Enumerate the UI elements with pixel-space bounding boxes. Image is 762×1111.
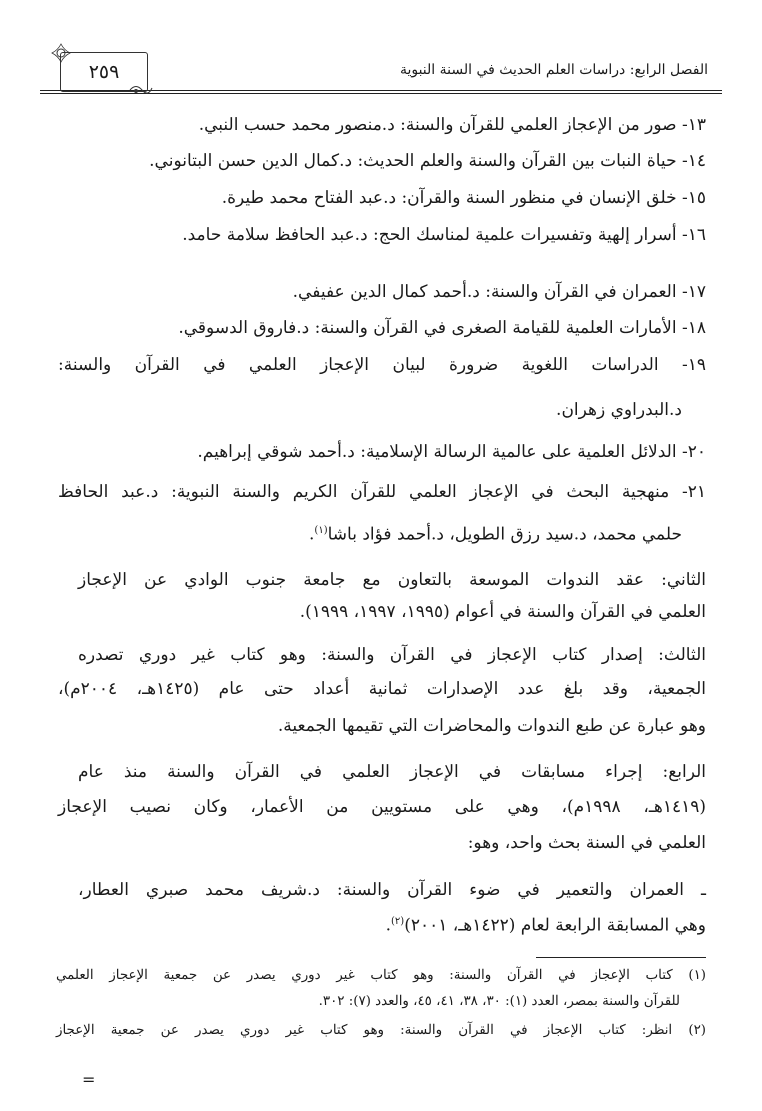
footnote: (١) كتاب الإعجاز في القرآن والسنة: وهو كتاب غير دوري يصدر عن جمعية الإعجاز العلمي	[56, 968, 706, 983]
paragraph-line: ـ العمران والتعمير في ضوء القرآن والسنة: د.شريف محمد صبري العطار،	[78, 880, 706, 900]
running-title: الفصل الرابع: دراسات العلم الحديث في السنة النبوية	[399, 62, 708, 78]
paragraph-line: الجمعية، وقد بلغ عدد الإصدارات ثمانية أعداد حتى عام (١٤٢٥هـ، ٢٠٠٤م)،	[58, 679, 706, 699]
list-item-continuation: د.البدراوي زهران.	[556, 400, 682, 420]
list-item: ١٩- الدراسات اللغوية ضرورة لبيان الإعجاز العلمي في القرآن والسنة:	[58, 355, 706, 375]
footnote-ref: (٢)	[391, 916, 405, 927]
list-item: ١٣- صور من الإعجاز العلمي للقرآن والسنة: د.منصور محمد حسب النبي.	[198, 115, 706, 135]
paragraph-line: الثاني: عقد الندوات الموسعة بالتعاون مع جامعة جنوب الوادي عن الإعجاز	[78, 570, 706, 590]
paragraph-line: العلمي في القرآن والسنة في أعوام (١٩٩٥، ١٩٩٧، ١٩٩٩).	[299, 602, 706, 622]
list-item: ١٨- الأمارات العلمية للقيامة الصغرى في القرآن والسنة: د.فاروق الدسوقي.	[178, 318, 706, 338]
period: .	[385, 915, 391, 936]
footnote-separator	[536, 957, 706, 958]
footnote: (٢) انظر: كتاب الإعجاز في القرآن والسنة: وهو كتاب غير دوري يصدر عن جمعية الإعجاز	[56, 1023, 706, 1038]
paragraph-line: الثالث: إصدار كتاب الإعجاز في القرآن والسنة: وهو كتاب غير دوري تصدره	[78, 645, 706, 665]
footnote-ref: (١)	[314, 525, 328, 536]
list-item-continuation	[58, 519, 682, 547]
period: .	[309, 524, 315, 545]
page-number: ٢٥٩	[88, 61, 120, 83]
list-item: ٢١- منهجية البحث في الإعجاز العلمي للقرآن الكريم والسنة النبوية: د.عبد الحافظ	[58, 482, 706, 502]
list-item: ١٥- خلق الإنسان في منظور السنة والقرآن: د.عبد الفتاح محمد طيرة.	[221, 188, 706, 208]
paragraph-text: وهي المسابقة الرابعة لعام (١٤٢٢هـ، ٢٠٠١)	[404, 915, 706, 936]
corner-ornament-icon	[128, 82, 154, 98]
list-item: ١٤- حياة النبات بين القرآن والسنة والعلم الحديث: د.كمال الدين حسن البتانوني.	[149, 151, 706, 171]
list-item: ٢٠- الدلائل العلمية على عالمية الرسالة الإسلامية: د.أحمد شوقي إبراهيم.	[197, 442, 706, 462]
footnote-continuation: للقرآن والسنة بمصر، العدد (١): ٣٠، ٣٨، ٤١، ٤٥، والعدد (٧): ٣٠٢.	[318, 994, 680, 1009]
list-item-text: حلمي محمد، د.سيد رزق الطويل، د.أحمد فؤاد باشا	[327, 524, 682, 545]
list-item: ١٦- أسرار إلهية وتفسيرات علمية لمناسك الحج: د.عبد الحافظ سلامة حامد.	[182, 225, 706, 245]
paragraph-line	[58, 910, 706, 938]
list-item: ١٧- العمران في القرآن والسنة: د.أحمد كمال الدين عفيفي.	[292, 282, 706, 302]
corner-ornament-icon	[50, 42, 72, 64]
continuation-mark: =	[82, 1070, 96, 1089]
paragraph-line: (١٤١٩هـ، ١٩٩٨م)، وهي على مستويين من الأعمار، وكان نصيب الإعجاز	[58, 797, 706, 817]
paragraph-line: العلمي في السنة بحث واحد، وهو:	[467, 833, 706, 853]
paragraph-line: وهو عبارة عن طبع الندوات والمحاضرات التي تقيمها الجمعية.	[277, 716, 706, 736]
paragraph-line: الرابع: إجراء مسابقات في الإعجاز العلمي في القرآن والسنة منذ عام	[78, 762, 706, 782]
